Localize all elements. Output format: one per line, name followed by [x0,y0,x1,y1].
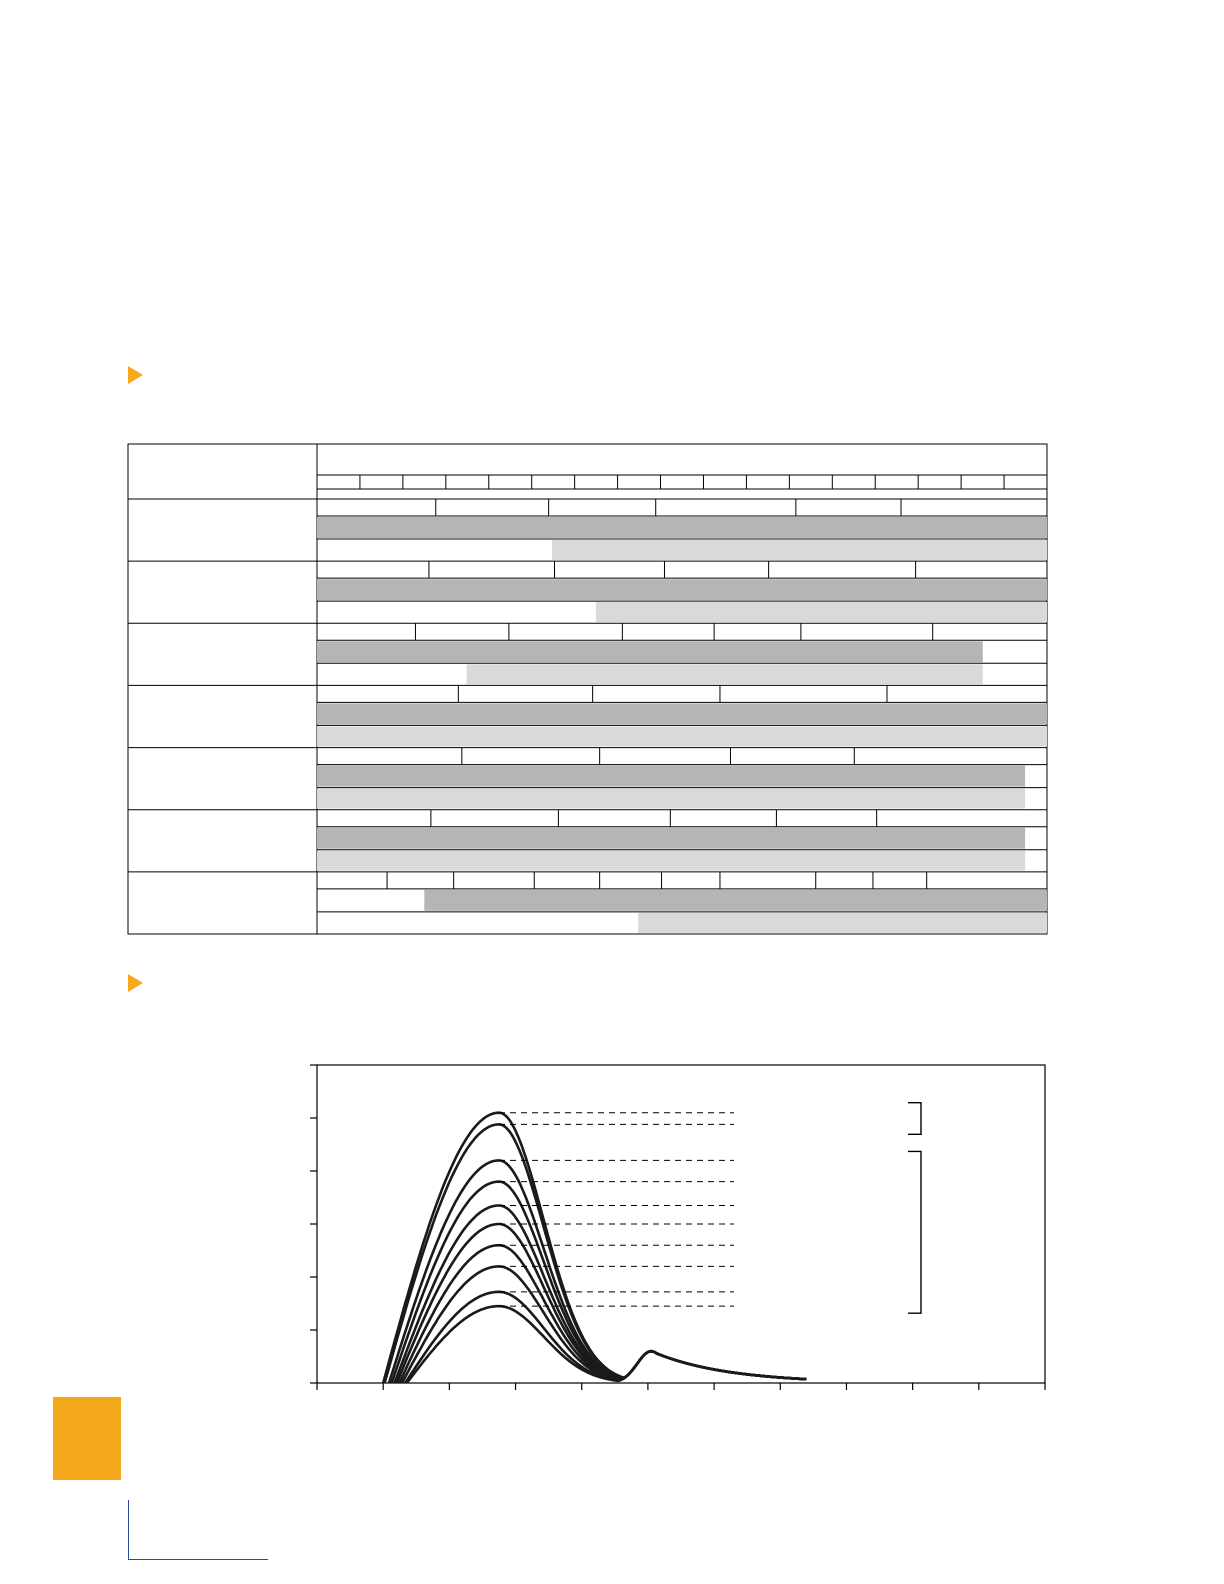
series-line [389,1160,806,1383]
footer-rule-horizontal [128,1559,268,1560]
schedule-bar-light [596,602,1047,622]
schedule-bar-light [467,664,983,684]
chapter-tab [53,1397,121,1480]
series-line [399,1245,806,1383]
schedule-bar-light [317,789,1025,809]
schedule-bar-dark [317,517,1047,538]
schedule-bar-dark [317,641,983,662]
schedule-bar-dark [317,579,1047,600]
schedule-bar-dark [317,766,1025,787]
schedule-bar-dark [317,828,1025,849]
series-line [397,1224,806,1383]
schedule-bar-dark [317,703,1047,724]
schedule-bar-light [317,726,1047,746]
bracket-group [908,1103,921,1135]
schedule-bar-light [317,851,1025,871]
footer-rule-vertical [128,1500,129,1560]
series-line [392,1182,807,1383]
series-line [383,1113,806,1383]
schedule-bar-dark [424,890,1047,911]
schedule-table [128,444,1047,934]
bracket-group [908,1151,921,1313]
schedule-bar-light [638,913,1047,933]
line-chart [310,1065,1045,1390]
schedule-bar-light [552,540,1047,560]
